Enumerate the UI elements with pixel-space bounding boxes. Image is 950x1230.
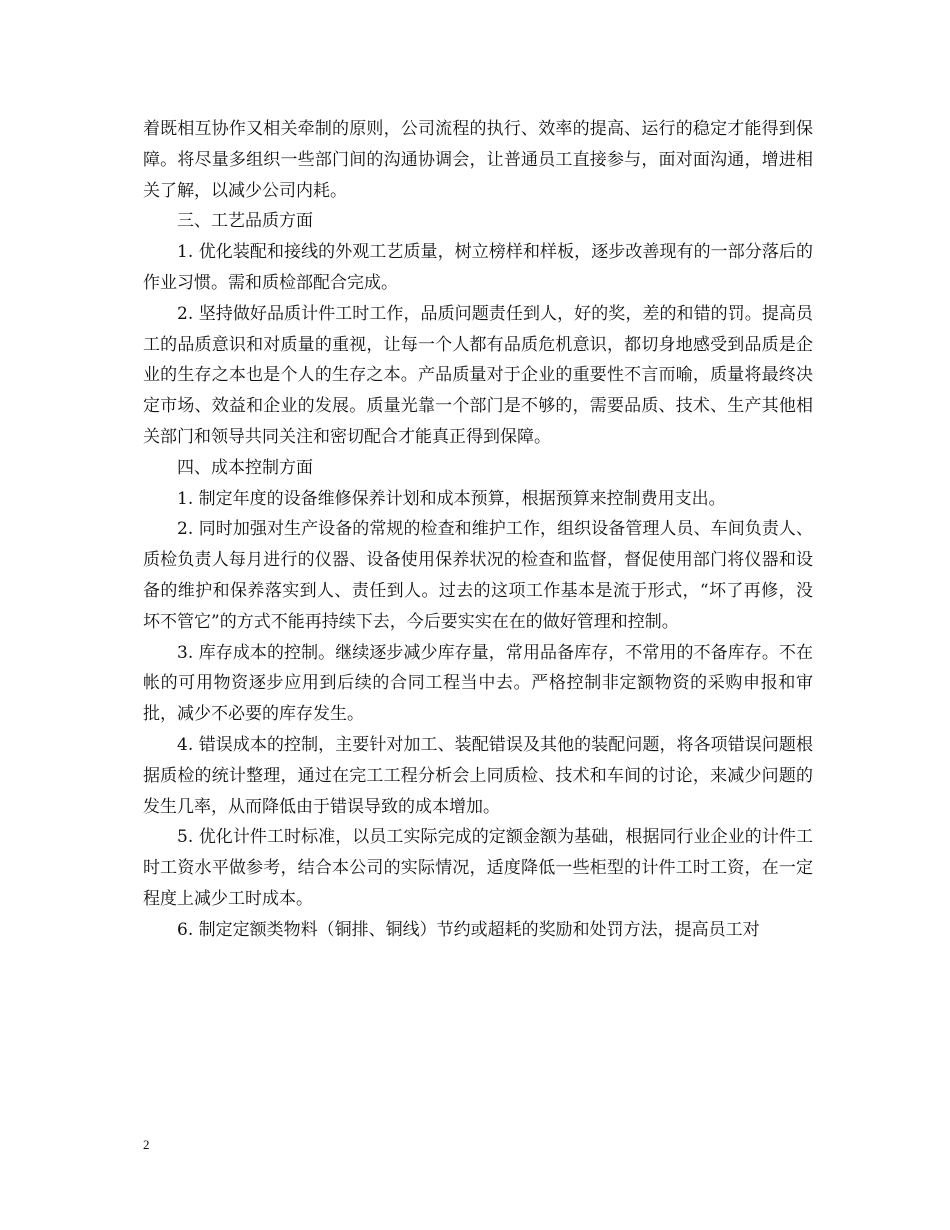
paragraph-cost-item-2: 2. 同时加强对生产设备的常规的检查和维护工作，组织设备管理人员、车间负责人、质检负责人每月进行的仪器、设备使用保养状况的检查和监督，督促使用部门将仪器和设备的维护和保养落实到人、责任到人。过去的这项工作基本是流于形式，“坏了再修，没坏不管它”的方式不能再持续下去，今后要实实在在的做好管理和控制。 bbox=[143, 519, 813, 632]
paragraph-cost-item-4: 4. 错误成本的控制，主要针对加工、装配错误及其他的装配问题，将各项错误问题根据质检的统计整理，通过在完工工程分析会上同质检、技术和车间的讨论，来减少问题的发生几率，从而降低由于错误导致的成本增加。 bbox=[143, 734, 813, 817]
paragraph-cost-item-1: 1. 制定年度的设备维修保养计划和成本预算，根据预算来控制费用支出。 bbox=[177, 488, 726, 509]
section-heading-process-quality: 三、工艺品质方面 bbox=[177, 211, 313, 232]
paragraph-cost-item-6: 6. 制定定额类物料（铜排、铜线）节约或超耗的奖励和处罚方法，提高员工对 bbox=[177, 919, 760, 940]
page-number: 2 bbox=[143, 1137, 150, 1152]
paragraph-continuation: 着既相互协作又相关牵制的原则，公司流程的执行、效率的提高、运行的稳定才能得到保障。将尽量多组织一些部门间的沟通协调会，让普通员工直接参与，面对面沟通，增进相关了解，以减少公司内耗。 bbox=[143, 119, 813, 201]
paragraph-quality-item-1: 1. 优化装配和接线的外观工艺质量，树立榜样和样板，逐步改善现有的一部分落后的作业习惯。需和质检部配合完成。 bbox=[143, 242, 813, 293]
paragraph-cost-item-5: 5. 优化计件工时标准，以员工实际完成的定额金额为基础，根据同行业企业的计件工时工资水平做参考，结合本公司的实际情况，适度降低一些柜型的计件工时工资，在一定程度上减少工时成本。 bbox=[143, 827, 813, 909]
paragraph-quality-item-2: 2. 坚持做好品质计件工时工作，品质问题责任到人，好的奖，差的和错的罚。提高员工的品质意识和对质量的重视，让每一个人都有品质危机意识，都切身地感受到品质是企业的生存之本也是个人的生存之本。产品质量对于企业的重要性不言而喻，质量将最终决定市场、效益和企业的发展。质量光靠一个部门是不够的，需要品质、技术、生产其他相关部门和领导共同关注和密切配合才能真正得到保障。 bbox=[143, 303, 813, 447]
section-heading-cost-control: 四、成本控制方面 bbox=[177, 457, 313, 478]
body-text bbox=[143, 114, 813, 946]
paragraph-cost-item-3: 3. 库存成本的控制。继续逐步减少库存量，常用品备库存，不常用的不备库存。不在帐的可用物资逐步应用到后续的合同工程当中去。严格控制非定额物资的采购申报和审批，减少不必要的库存发生。 bbox=[143, 642, 813, 725]
